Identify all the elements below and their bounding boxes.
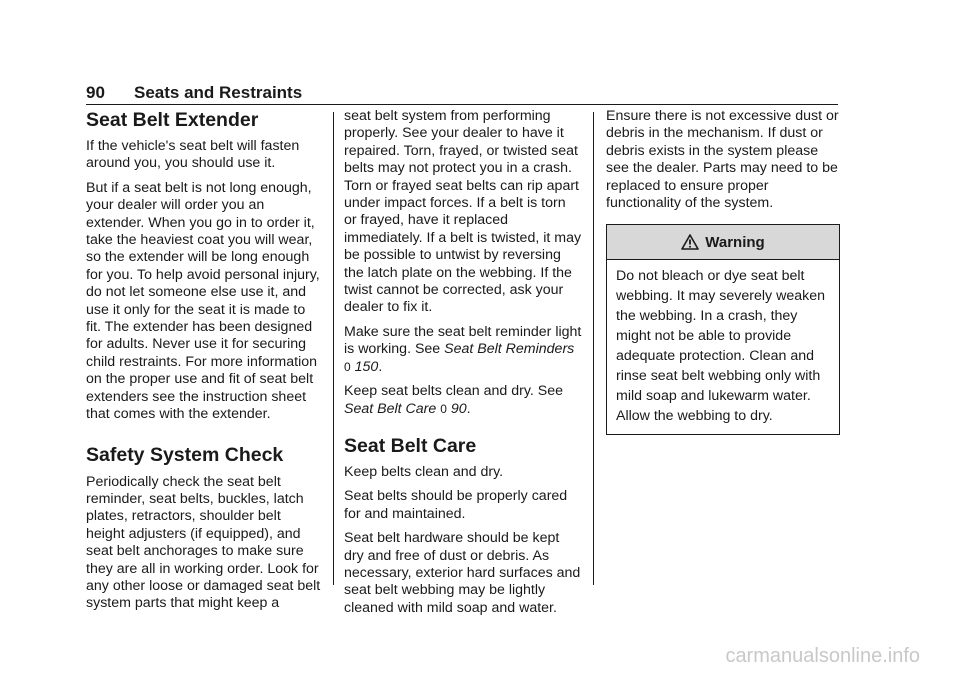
warning-text: Do not bleach or dye seat belt webbing. It may severely weaken the webbing. In a crash, they might not be able to provide adequate protection. Clean and rinse seat belt webbing only with mild soap and lukewarm water. Allow the webbing to dry. bbox=[616, 268, 825, 425]
watermark: carmanualsonline.info bbox=[725, 645, 920, 667]
paragraph: Seat belts should be properly cared for and maintained. bbox=[344, 488, 568, 522]
page-ref-arrow-icon: 0 bbox=[440, 401, 447, 416]
paragraph: Seat belt hardware should be kept dry and free of dust or debris. As necessary, exterior hard surfaces and seat belt webbing may be lightly cleaned with mild soap and water. bbox=[344, 530, 581, 616]
cross-reference-link[interactable]: Seat Belt Care bbox=[344, 400, 437, 417]
column-3 bbox=[606, 108, 840, 435]
page-number: 90 bbox=[86, 83, 105, 102]
warning-title: Warning bbox=[705, 233, 765, 251]
column-2 bbox=[344, 108, 582, 624]
paragraph: Periodically check the seat belt reminder, seat belts, buckles, latch plates, retractors, shoulder belt height adjusters (if equipped), and seat belt anchorages to make sure they are all in working order. Look for any other loose or damaged seat belt system parts that might keep a bbox=[86, 473, 321, 612]
heading-seat-belt-extender: Seat Belt Extender bbox=[86, 109, 259, 131]
period: . bbox=[466, 400, 471, 417]
section-title: Seats and Restraints bbox=[134, 83, 303, 102]
column-divider-1 bbox=[333, 112, 334, 585]
warning-box bbox=[606, 224, 840, 435]
paragraph: seat belt system from performing properly. See your dealer to have it repaired. Torn, frayed, or twisted seat belts may not protect you in a crash. Torn or frayed seat belts can rip apart under impact forces. If a belt is torn or frayed, have it replaced immediately. If a belt is twisted, it may be possible to untwist by reversing the latch plate on the webbing. If the twist cannot be corrected, ask your dealer to fix it. bbox=[344, 108, 582, 316]
page-reference[interactable]: 90 bbox=[450, 400, 467, 417]
warning-header bbox=[607, 225, 839, 260]
paragraph: Ensure there is not excessive dust or debris in the mechanism. If dust or debris exists in the system please see the dealer. Parts may need to be replaced to ensure proper functionality of the system. bbox=[606, 108, 839, 212]
column-1 bbox=[86, 108, 322, 620]
page-header bbox=[86, 82, 838, 105]
page-reference[interactable]: 150 bbox=[354, 358, 379, 375]
column-divider-2 bbox=[593, 112, 594, 585]
paragraph: If the vehicle's seat belt will fasten around you, you should use it. bbox=[86, 138, 300, 172]
warning-triangle-icon bbox=[681, 234, 699, 250]
cross-reference-link[interactable]: Seat Belt Reminders bbox=[444, 341, 575, 358]
paragraph: Keep belts clean and dry. bbox=[344, 463, 504, 480]
paragraph-text: Make sure the seat belt reminder light is working. See bbox=[344, 323, 582, 358]
paragraph-clean bbox=[344, 383, 582, 418]
page-ref-arrow-icon: 0 bbox=[344, 359, 351, 374]
paragraph-reminder bbox=[344, 324, 582, 376]
heading-seat-belt-care: Seat Belt Care bbox=[344, 434, 477, 457]
paragraph: But if a seat belt is not long enough, your dealer will order you an extender. When you go in to order it, take the heaviest coat you will wear, so the extender will be long enough for you. To help avoid personal injury, do not let someone else use it, and use it only for the seat it is made to fit. The extender has been designed for adults. Never use it for securing child restraints. For more information on the proper use and fit of seat belt extenders see the instruction sheet that comes with the extender. bbox=[86, 179, 320, 423]
paragraph-text: Keep seat belts clean and dry. See bbox=[344, 383, 563, 400]
period: . bbox=[378, 358, 383, 375]
heading-safety-system-check: Safety System Check bbox=[86, 443, 284, 466]
